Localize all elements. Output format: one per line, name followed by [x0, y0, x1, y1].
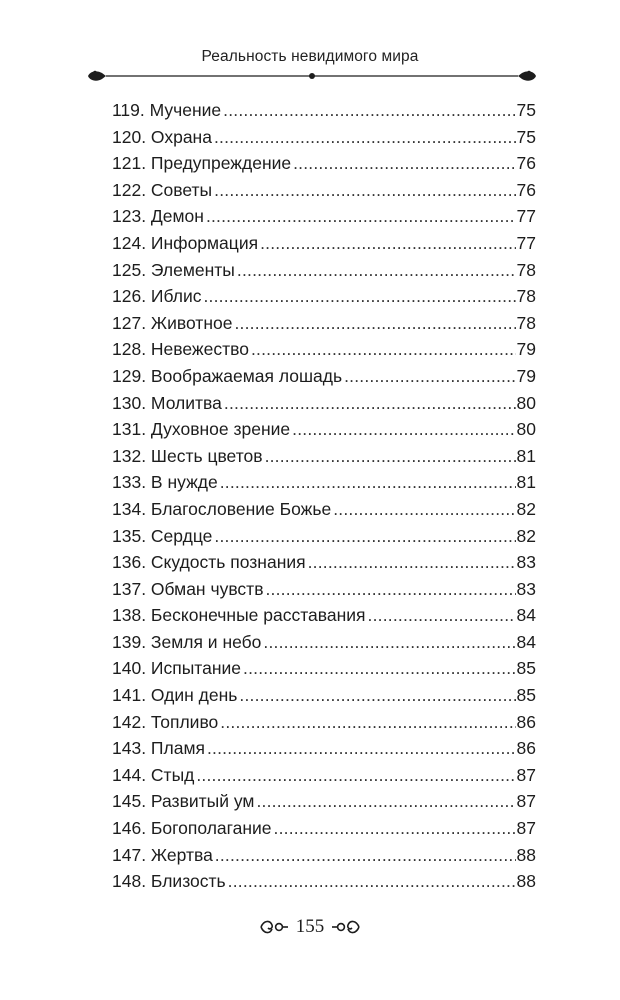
toc-dot-leader: [214, 523, 515, 550]
header-ornament-rule: [86, 68, 538, 84]
toc-entry: [112, 629, 536, 656]
toc-entry: [112, 788, 536, 815]
toc-entry-page: 75: [516, 100, 536, 120]
toc-entry: [112, 230, 536, 257]
toc-dot-leader: [215, 842, 516, 869]
toc-entry-page: 81: [516, 445, 536, 466]
toc-entry-title: 132. Шесть цветов: [112, 445, 263, 466]
toc-entry-page: 78: [516, 312, 536, 333]
footer-left-flourish-icon: [259, 917, 289, 937]
toc-entry: [112, 762, 536, 789]
toc-entry: [112, 815, 536, 842]
toc-entry-title: 122. Советы: [112, 179, 213, 200]
toc-entry: [112, 523, 536, 550]
toc-entry-title: 134. Благословение Божье: [112, 498, 332, 519]
toc-entry-title: 144. Стыд: [112, 764, 195, 785]
toc-entry-page: 81: [516, 472, 536, 493]
toc-entry: [112, 203, 536, 230]
toc-dot-leader: [234, 310, 515, 337]
toc-entry: [112, 124, 536, 151]
toc-entry-page: 77: [516, 232, 536, 253]
toc-entry-title: 128. Невежество: [112, 339, 249, 360]
toc-entry-title: 120. Охрана: [112, 126, 212, 147]
toc-dot-leader: [274, 815, 516, 842]
toc-entry: [112, 150, 536, 177]
header-center-dot-icon: [309, 73, 315, 79]
running-header: Реальность невидимого мира: [201, 48, 419, 65]
toc-entry: [112, 363, 536, 390]
toc-entry-title: 148. Близость: [112, 871, 226, 892]
toc-entry-title: 145. Развитый ум: [112, 791, 255, 812]
footer-right-flourish-icon: [331, 917, 361, 937]
toc-entry: [112, 177, 536, 204]
toc-entry-title: 129. Воображаемая лошадь: [112, 365, 343, 386]
toc-entry-title: 130. Молитва: [112, 392, 222, 413]
toc-entry-page: 83: [516, 578, 536, 599]
toc-entry-page: 85: [516, 658, 536, 679]
toc-dot-leader: [207, 735, 516, 762]
toc-entry-page: 75: [516, 126, 536, 147]
toc-dot-leader: [292, 416, 515, 443]
toc-entry: [112, 97, 536, 124]
toc-entry-page: 84: [516, 631, 536, 652]
toc-dot-leader: [256, 788, 515, 815]
toc-dot-leader: [214, 124, 516, 151]
toc-entry-title: 133. В нужде: [112, 472, 218, 493]
toc-entry-page: 76: [516, 153, 536, 174]
toc-entry: [112, 602, 536, 629]
toc-entry-page: 78: [516, 286, 536, 307]
toc-entry-page: 87: [516, 791, 536, 812]
toc-entry-page: 87: [516, 818, 536, 839]
toc-entry-title: 141. Один день: [112, 685, 238, 706]
toc-entry-title: 124. Информация: [112, 232, 259, 253]
toc-entry: [112, 283, 536, 310]
toc-entry: [112, 257, 536, 284]
toc-dot-leader: [237, 257, 516, 284]
toc-entry-page: 82: [516, 498, 536, 519]
toc-entry: [112, 576, 536, 603]
toc-dot-leader: [251, 336, 516, 363]
toc-entry-page: 86: [516, 711, 536, 732]
toc-dot-leader: [214, 177, 515, 204]
toc-entry: [112, 682, 536, 709]
toc-entry-title: 135. Сердце: [112, 525, 213, 546]
toc-entry: [112, 310, 536, 337]
toc-entry-title: 139. Земля и небо: [112, 631, 262, 652]
toc-entry-title: 140. Испытание: [112, 658, 242, 679]
toc-entry-page: 79: [516, 365, 536, 386]
toc-dot-leader: [228, 868, 516, 895]
toc-entry-title: 137. Обман чувств: [112, 578, 264, 599]
toc-entry-page: 87: [516, 764, 536, 785]
toc-entry: [112, 416, 536, 443]
toc-entry: [112, 390, 536, 417]
left-leaf-ornament-icon: [88, 71, 106, 81]
toc-dot-leader: [368, 602, 516, 629]
toc-entry-title: 136. Скудость познания: [112, 552, 306, 573]
toc-dot-leader: [265, 443, 516, 470]
toc-entry-title: 119. Мучение: [112, 100, 222, 120]
table-of-contents: [112, 97, 536, 895]
toc-entry: [112, 549, 536, 576]
toc-dot-leader: [333, 496, 515, 523]
toc-dot-leader: [243, 655, 516, 682]
toc-entry-title: 146. Богополагание: [112, 818, 272, 839]
toc-entry-page: 76: [516, 179, 536, 200]
toc-entry-title: 121. Предупреждение: [112, 153, 292, 174]
toc-dot-leader: [220, 469, 516, 496]
toc-entry-page: 84: [516, 605, 536, 626]
toc-entry-title: 131. Духовное зрение: [112, 419, 291, 440]
toc-entry: [112, 496, 536, 523]
toc-entry-title: 125. Элементы: [112, 259, 235, 280]
toc-dot-leader: [344, 363, 515, 390]
toc-entry-title: 142. Топливо: [112, 711, 219, 732]
toc-dot-leader: [293, 150, 515, 177]
toc-dot-leader: [224, 390, 516, 417]
toc-dot-leader: [203, 283, 515, 310]
toc-dot-leader: [220, 709, 515, 736]
page-footer: [0, 916, 620, 938]
toc-entry-title: 147. Жертва: [112, 844, 213, 865]
toc-entry-page: 88: [516, 844, 536, 865]
toc-entry: [112, 469, 536, 496]
toc-entry-page: 82: [516, 525, 536, 546]
toc-entry: [112, 655, 536, 682]
toc-entry-page: 86: [516, 738, 536, 759]
right-leaf-ornament-icon: [518, 71, 536, 81]
toc-entry-page: 85: [516, 685, 536, 706]
toc-entry-title: 126. Иблис: [112, 286, 202, 307]
toc-dot-leader: [239, 682, 515, 709]
page-number: 155: [295, 916, 325, 937]
toc-dot-leader: [206, 203, 516, 230]
toc-entry-page: 79: [516, 339, 536, 360]
toc-entry-title: 123. Демон: [112, 206, 204, 227]
toc-dot-leader: [263, 629, 515, 656]
toc-entry-page: 78: [516, 259, 536, 280]
toc-dot-leader: [266, 576, 516, 603]
toc-entry: [112, 735, 536, 762]
toc-dot-leader: [308, 549, 516, 576]
toc-entry: [112, 336, 536, 363]
toc-entry-page: 83: [516, 552, 536, 573]
toc-dot-leader: [260, 230, 515, 257]
toc-dot-leader: [196, 762, 515, 789]
toc-entry-page: 88: [516, 871, 536, 892]
toc-entry: [112, 842, 536, 869]
toc-entry-title: 127. Животное: [112, 312, 233, 333]
toc-entry-page: 77: [516, 206, 536, 227]
toc-entry-title: 143. Пламя: [112, 738, 205, 759]
toc-entry-title: 138. Бесконечные расставания: [112, 605, 366, 626]
toc-entry: [112, 443, 536, 470]
toc-entry-page: 80: [516, 419, 536, 440]
toc-entry: [112, 709, 536, 736]
toc-entry-page: 80: [516, 392, 536, 413]
toc-entry: [112, 868, 536, 895]
toc-dot-leader: [223, 97, 515, 124]
